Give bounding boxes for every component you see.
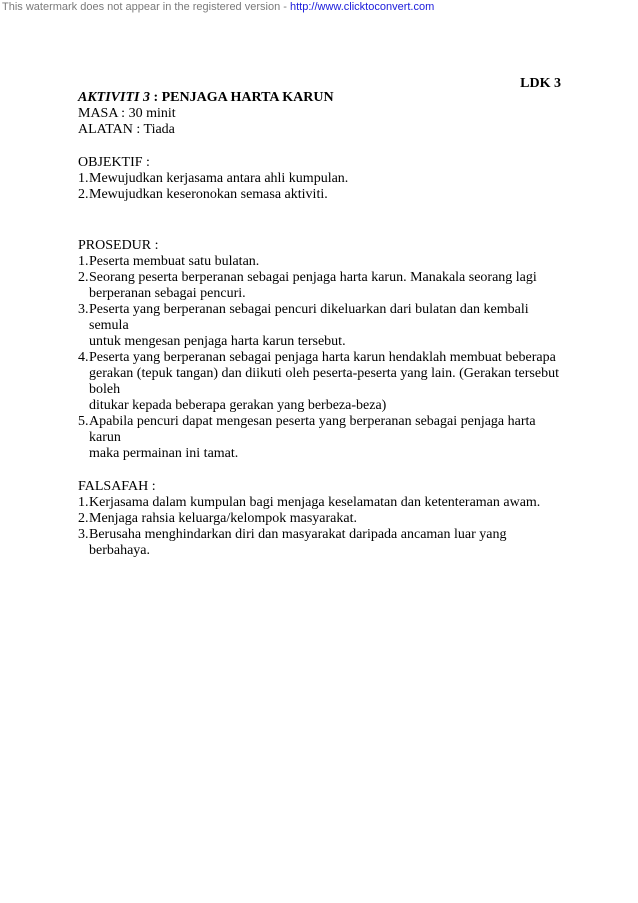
list-item [78, 302, 568, 350]
item-number: 3. [78, 527, 89, 542]
philosophy-section [78, 479, 568, 559]
item-number: 2. [78, 511, 89, 526]
activity-title [78, 90, 568, 106]
watermark-banner [2, 1, 434, 13]
item-line: Peserta yang berperanan sebagai penjaga harta karun hendaklah membuat beberapa [89, 350, 556, 365]
item-number: 2. [78, 187, 89, 202]
page-code: LDK 3 [520, 76, 561, 91]
list-item [78, 350, 568, 414]
item-number: 5. [78, 414, 89, 429]
list-item [78, 511, 568, 527]
item-line: Seorang peserta berperanan sebagai penjaga harta karun. Manakala seorang lagi [89, 270, 537, 285]
procedure-list [78, 254, 568, 462]
item-line: Peserta membuat satu bulatan. [89, 254, 260, 269]
item-line: Peserta yang berperanan sebagai pencuri dikeluarkan dari bulatan dan kembali semula [89, 302, 529, 333]
objectives-section [78, 155, 568, 203]
item-text: Menjaga rahsia keluarga/kelompok masyarakat. [89, 511, 357, 526]
item-text: Kerjasama dalam kumpulan bagi menjaga keselamatan dan ketenteraman awam. [89, 495, 541, 510]
procedure-section [78, 238, 568, 462]
document-body [78, 90, 568, 559]
materials-line: ALATAN : Tiada [78, 122, 175, 137]
item-number: 1. [78, 495, 89, 510]
watermark-link[interactable]: http://www.clicktoconvert.com [289, 1, 435, 13]
list-item [78, 171, 568, 187]
list-item [78, 254, 568, 270]
list-item [78, 527, 568, 559]
procedure-heading: PROSEDUR : [78, 238, 159, 253]
list-item [78, 414, 568, 462]
item-text: Berusaha menghindarkan diri dan masyarakat daripada ancaman luar yang berbahaya. [89, 527, 507, 558]
item-line: Apabila pencuri dapat mengesan peserta yang berperanan sebagai penjaga harta karun [89, 414, 536, 445]
item-number: 4. [78, 350, 89, 365]
item-text: Mewujudkan keseronokan semasa aktiviti. [89, 187, 328, 202]
objectives-heading: OBJEKTIF : [78, 155, 150, 170]
item-line: berperanan sebagai pencuri. [89, 286, 246, 301]
item-line: gerakan (tepuk tangan) dan diikuti oleh peserta-peserta yang lain. (Gerakan tersebut boleh [89, 366, 559, 397]
list-item [78, 495, 568, 511]
list-item [78, 187, 568, 203]
philosophy-heading: FALSAFAH : [78, 479, 156, 494]
activity-title-number: AKTIVITI 3 [78, 90, 150, 105]
philosophy-list [78, 495, 568, 559]
item-line: maka permainan ini tamat. [89, 446, 239, 461]
item-number: 3. [78, 302, 89, 317]
item-number: 1. [78, 171, 89, 186]
item-line: untuk mengesan penjaga harta karun tersebut. [89, 334, 346, 349]
watermark-text: This watermark does not appear in the registered version - [2, 1, 290, 13]
objectives-list [78, 171, 568, 203]
duration-line: MASA : 30 minit [78, 106, 176, 121]
item-text: Mewujudkan kerjasama antara ahli kumpulan. [89, 171, 349, 186]
list-item [78, 270, 568, 302]
activity-title-name: : PENJAGA HARTA KARUN [149, 90, 334, 105]
item-line: ditukar kepada beberapa gerakan yang berbeza-beza) [89, 398, 387, 413]
item-number: 1. [78, 254, 89, 269]
item-number: 2. [78, 270, 89, 285]
